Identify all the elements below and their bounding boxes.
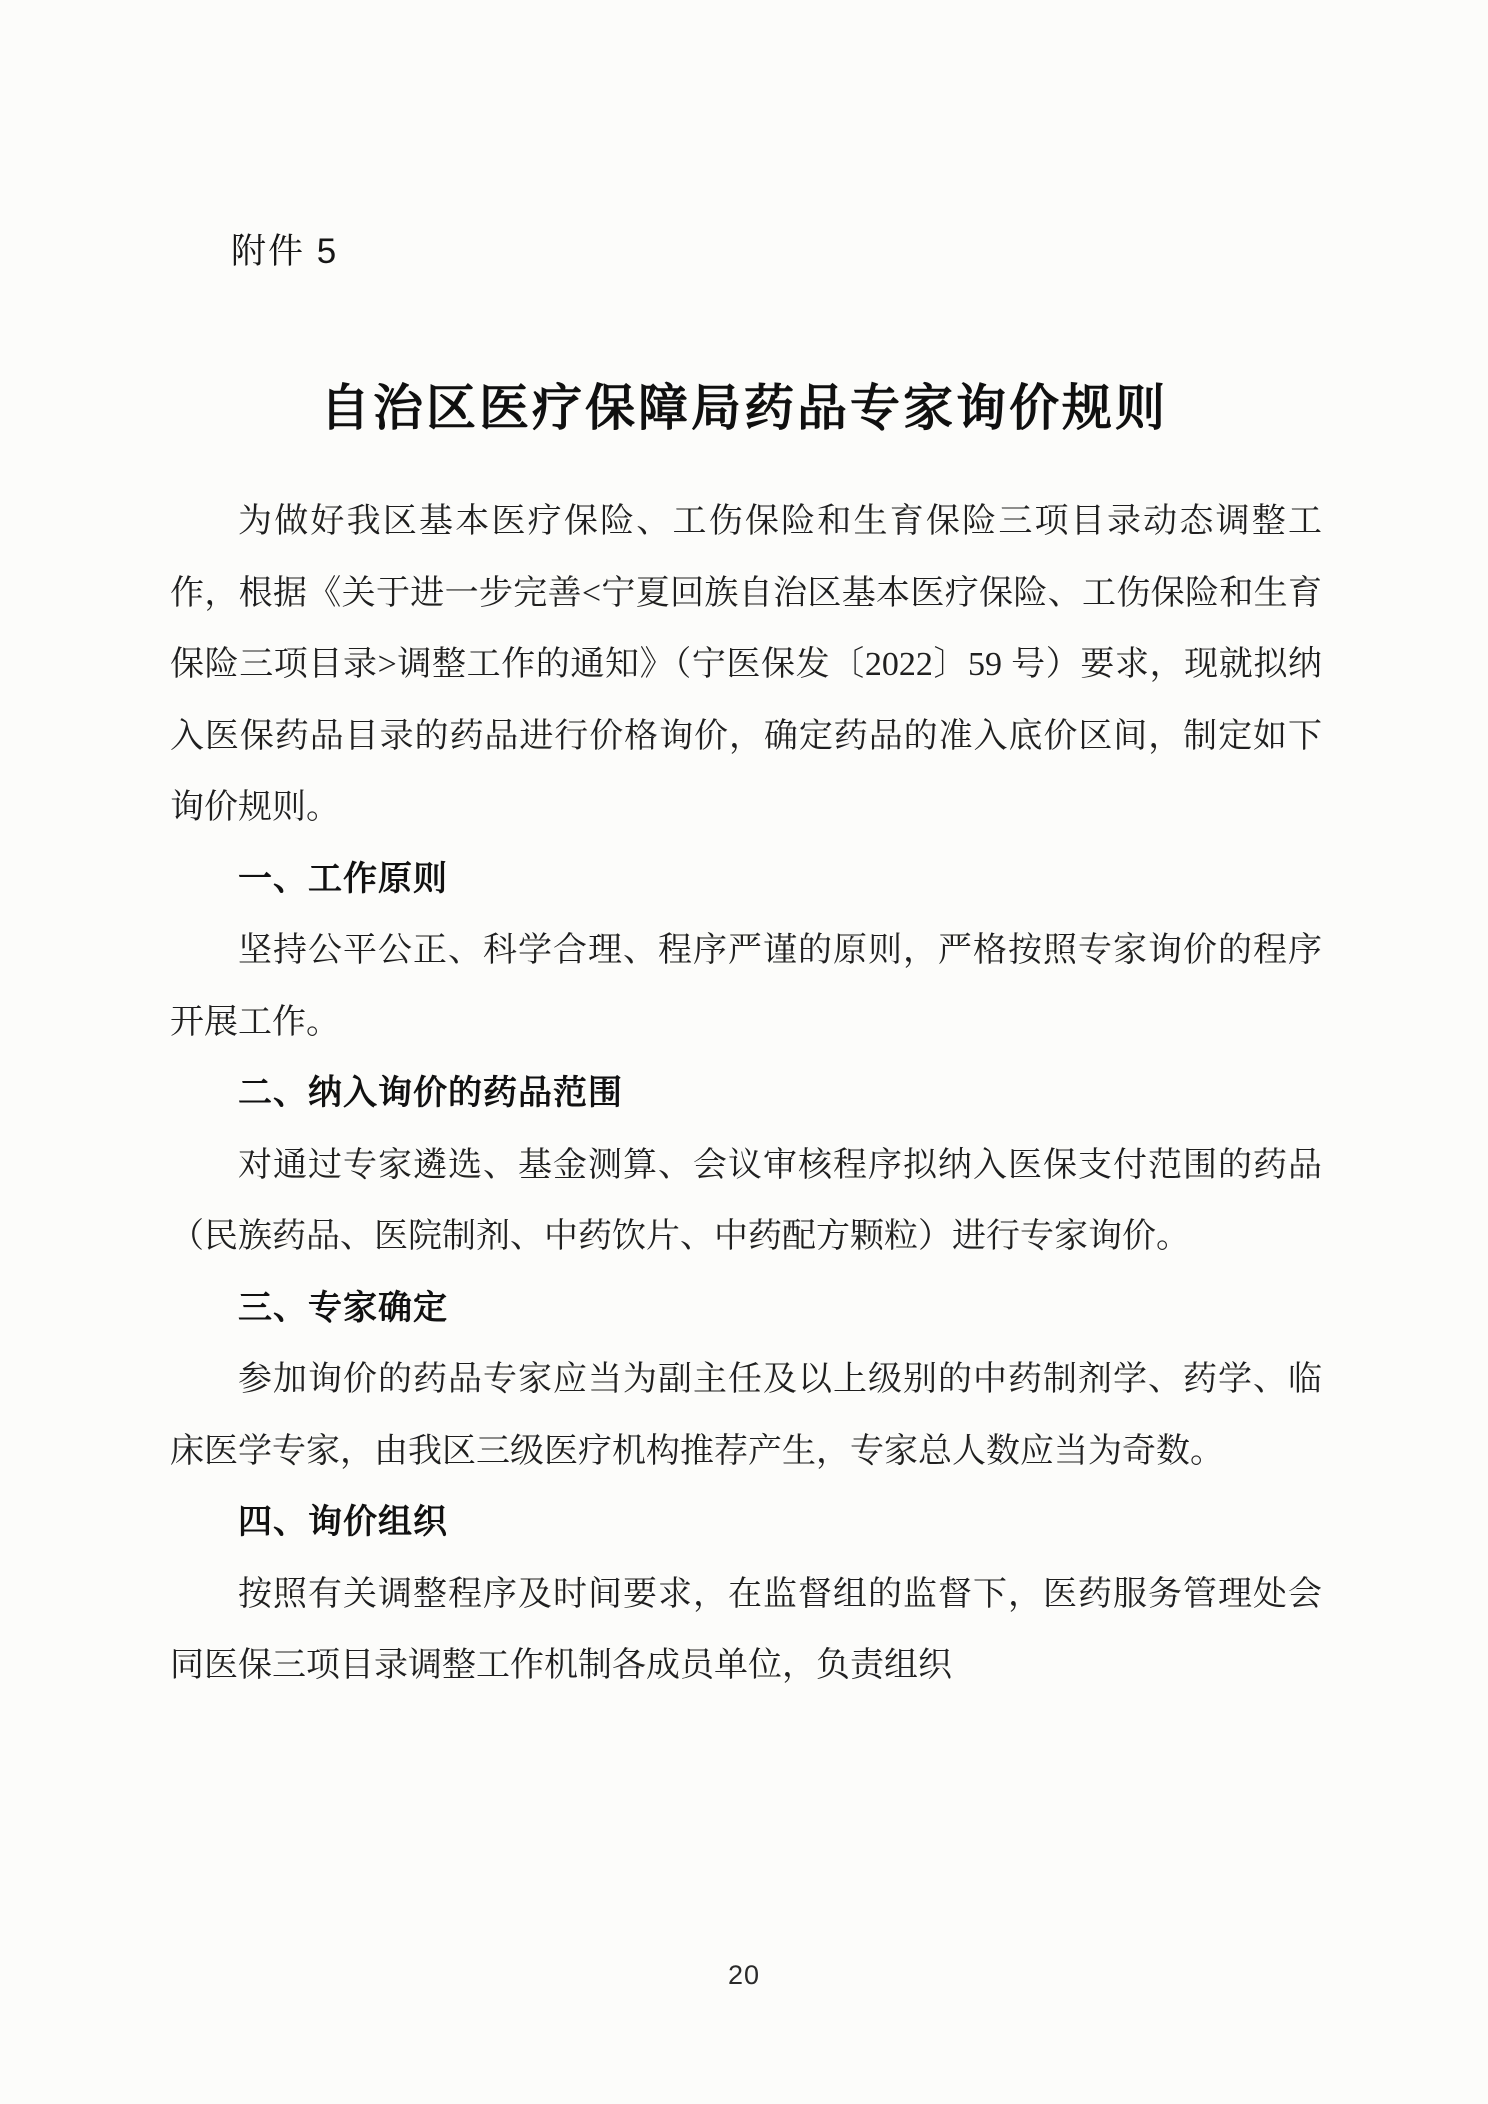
document-paragraph: 为做好我区基本医疗保险、工伤保险和生育保险三项目录动态调整工作，根据《关于进一步完善<宁夏回族自治区基本医疗保险、工伤保险和生育保险三项目录>调整工作的通知》（宁医保发〔2022〕59 号）要求，现就拟纳入医保药品目录的药品进行价格询价，确定药品的准入底价区间，制定如下询价规则。 — [170, 503, 1322, 826]
section-heading: 二、纳入询价的药品范围 — [238, 1074, 623, 1112]
section-heading: 一、工作原则 — [238, 859, 448, 898]
document-body — [170, 486, 1322, 1702]
document-paragraph: 参加询价的药品专家应当为副主任及以上级别的中药制剂学、药学、临床医学专家，由我区三级医疗机构推荐产生，专家总人数应当为奇数。 — [170, 1361, 1322, 1470]
page-number: 20 — [727, 1960, 761, 1990]
document-paragraph: 坚持公平公正、科学合理、程序严谨的原则，严格按照专家询价的程序开展工作。 — [170, 932, 1322, 1041]
document-paragraph: 按照有关调整程序及时间要求，在监督组的监督下，医药服务管理处会同医保三项目录调整工作机制各成员单位，负责组织 — [170, 1575, 1322, 1684]
section-heading: 三、专家确定 — [238, 1288, 448, 1327]
attachment-label: 附件 5 — [231, 232, 339, 271]
document-title: 自治区医疗保障局药品专家询价规则 — [320, 380, 1168, 436]
document-paragraph: 对通过专家遴选、基金测算、会议审核程序拟纳入医保支付范围的药品（民族药品、医院制剂、中药饮片、中药配方颗粒）进行专家询价。 — [170, 1146, 1322, 1255]
section-heading: 四、询价组织 — [238, 1503, 448, 1541]
